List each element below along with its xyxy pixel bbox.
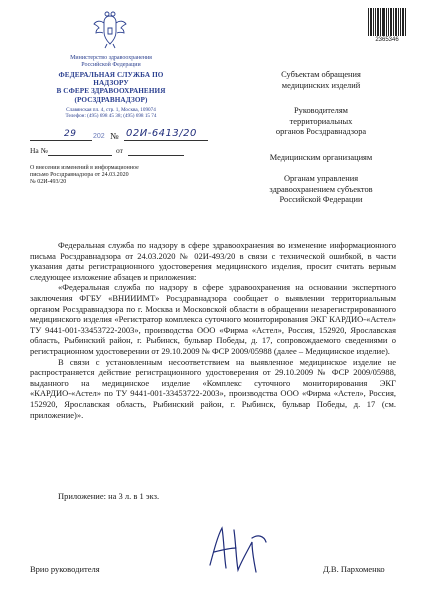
handwritten-signature-icon (200, 520, 280, 580)
address-line: Телефон: (495) 698 45 38; (495) 698 15 74 (65, 113, 157, 120)
agency-line: В СФЕРЕ ЗДРАВООХРАНЕНИЯ (56, 87, 166, 96)
reg-number-prefix: № (110, 131, 119, 141)
attachment-note: Приложение: на 3 л. в 1 экз. (58, 491, 160, 501)
signer-name: Д.В. Пархоменко (323, 564, 385, 574)
body-paragraph: «Федеральная служба по надзору в сфере здравоохранения на основании экспертного заключения ФГБУ «ВНИИИМТ» Росздравнадзора сообщает о выявлении территориальным органом Росздравнадзора по г. Москва и Московской области в обращении незарегистрированного медицинского изделия «Регистратор комплекса суточного мониторирования ЭКГ КАРДИО-«Астел» ТУ 9441-001-33453722-2003», производства ООО «Фирма «Астел», Россия, 152920, Ярославская область, Рыбинский район, г. Рыбинск, бульвар Победы, д. 17, сопровождаемого сведениями о регистрационном удостоверении от 29.10.2009 № ФСР 2009/05988 (далее – Медицинское изделие). (30, 282, 396, 356)
recipient-line: территориальных (289, 116, 353, 126)
reg-date-field (30, 131, 92, 141)
agency-address (40, 107, 182, 120)
address-line: Славянская пл. 4, стр. 1, Москва, 109074 (66, 107, 156, 113)
recipient-line: здравоохранением субъектов (269, 184, 373, 194)
recipient-3 (246, 153, 396, 164)
recipient-line: Медицинским организациям (269, 153, 373, 162)
ministry-line: Российской Федерации (81, 62, 141, 68)
body-paragraph: В связи с установленным несоответствием на выявленное медицинское изделие не распространяется действие регистрационного удостоверения от 29.10.2009 № ФСР 2009/05988, выданного на медицинское изделие «Комплекс суточного мониторирования ЭКГ «КАРДИО-«Астел» по ТУ 9441-001-33453722-2003», производства ООО «Фирма «Астел», Россия, 152920, Ярославская область, Рыбинский район, г. Рыбинск, бульвар Победы, д. 17 (см. приложение)». (30, 356, 396, 420)
ot-label: от (116, 146, 123, 155)
subject-line: № 02И-493/20 (30, 179, 67, 185)
ministry-line: Министерство здравоохранения (70, 55, 152, 61)
body-paragraph: Федеральная служба по надзору в сфере здравоохранения во изменение информационного письма Росздравнадзора от 24.03.2020 № 02И-493/20 в связи с технической ошибкой, в части указания даты регистрационного удостоверения медицинского изделия, просит считать верным следующее изложение абзацев и приложения: (30, 240, 396, 282)
recipient-line: Российской Федерации (279, 195, 363, 205)
reg-year: 202 (93, 133, 105, 140)
subject-line: письмо Росздравнадзора от 24.03.2020 (30, 172, 129, 178)
reg-number-field (124, 128, 208, 141)
barcode-number: 2365346 (375, 37, 399, 43)
agency-name (40, 71, 182, 104)
barcode-icon (367, 8, 407, 36)
recipient-line: медицинских изделий (281, 80, 361, 90)
recipient-1 (246, 70, 396, 91)
coat-of-arms-icon (92, 10, 128, 50)
recipient-line: органов Росздравнадзора (275, 127, 367, 137)
subject-block (30, 165, 190, 186)
recipient-line: Руководителям (294, 106, 348, 115)
na-field (48, 146, 112, 156)
signer-position: Врио руководителя (30, 564, 100, 574)
recipient-4 (246, 174, 396, 206)
recipient-2 (246, 106, 396, 138)
ot-field (128, 146, 184, 156)
na-label: На № (30, 146, 48, 155)
recipient-line: Субъектам обращения (281, 70, 361, 79)
recipient-line: Органам управления (283, 174, 359, 183)
letter-body (30, 240, 396, 420)
ministry-name (50, 55, 172, 69)
agency-line: (РОСЗДРАВНАДЗОР) (74, 95, 148, 104)
reg-date-handwritten: 29 (64, 129, 77, 139)
subject-line: О внесении изменений в информационное (30, 165, 139, 171)
agency-line: ФЕДЕРАЛЬНАЯ СЛУЖБА ПО НАДЗОРУ (58, 71, 164, 88)
reg-number-handwritten: 02И-6413/20 (126, 128, 197, 139)
